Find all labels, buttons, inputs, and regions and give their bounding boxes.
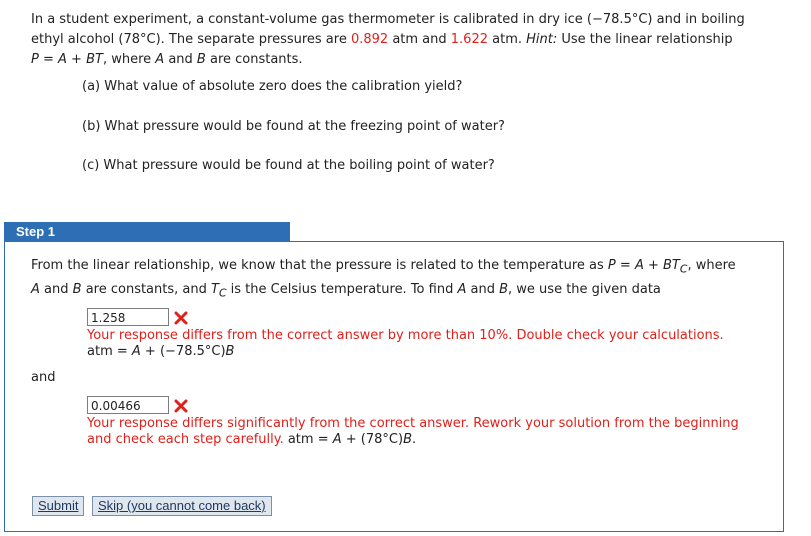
problem-line-3: P = A + BT, where A and B are constants. (31, 52, 303, 67)
red-x-icon (174, 399, 188, 413)
problem-statement (31, 10, 766, 70)
feedback-message-1: Your response differs from the correct answer by more than 10%. Double check your calculations. (87, 328, 724, 343)
hint-label: Hint: (526, 32, 558, 47)
step-intro: From the linear relationship, we know that the pressure is related to the temperature as $P = A + BT_C$, where A and B are constants, and $T_C$ is the Celsius temperature. To find A and B, we use the given data (31, 258, 736, 300)
feedback-1: Your response differs from the correct answer by more than 10%. Double check your calculations. atm = A + (−78.5°C)B (87, 328, 724, 359)
question-part-c: (c) What pressure would be found at the boiling point of water? (82, 158, 495, 173)
question-part-a: (a) What value of absolute zero does the calibration yield? (82, 79, 463, 94)
step-header: Step 1 (4, 222, 290, 241)
feedback-2: Your response differs significantly from the correct answer. Rework your solution from the beginning and check each step carefully. atm = A + (78°C)B. (87, 416, 739, 447)
answer-input-1[interactable]: 1.258 (87, 308, 169, 326)
problem-line-2: ethyl alcohol (78°C). The separate pressures are 0.892 atm and 1.622 atm. Hint: Use the linear relationship (31, 32, 733, 47)
question-part-b: (b) What pressure would be found at the freezing point of water? (82, 119, 505, 134)
pressure-value-2: 1.622 (450, 32, 488, 47)
submit-button[interactable]: Submit (32, 496, 84, 516)
pressure-value-1: 0.892 (350, 32, 389, 47)
problem-line-1: In a student experiment, a constant-volume gas thermometer is calibrated in dry ice (−78.5°C) and in boiling (31, 12, 745, 27)
feedback-message-2a: Your response differs significantly from the correct answer. Rework your solution from the beginning (87, 416, 739, 431)
skip-button[interactable]: Skip (you cannot come back) (92, 496, 272, 516)
and-label: and (31, 370, 56, 385)
answer-input-2[interactable]: 0.00466 (87, 396, 169, 414)
feedback-message-2b: and check each step carefully. (87, 432, 284, 447)
red-x-icon (174, 311, 188, 325)
